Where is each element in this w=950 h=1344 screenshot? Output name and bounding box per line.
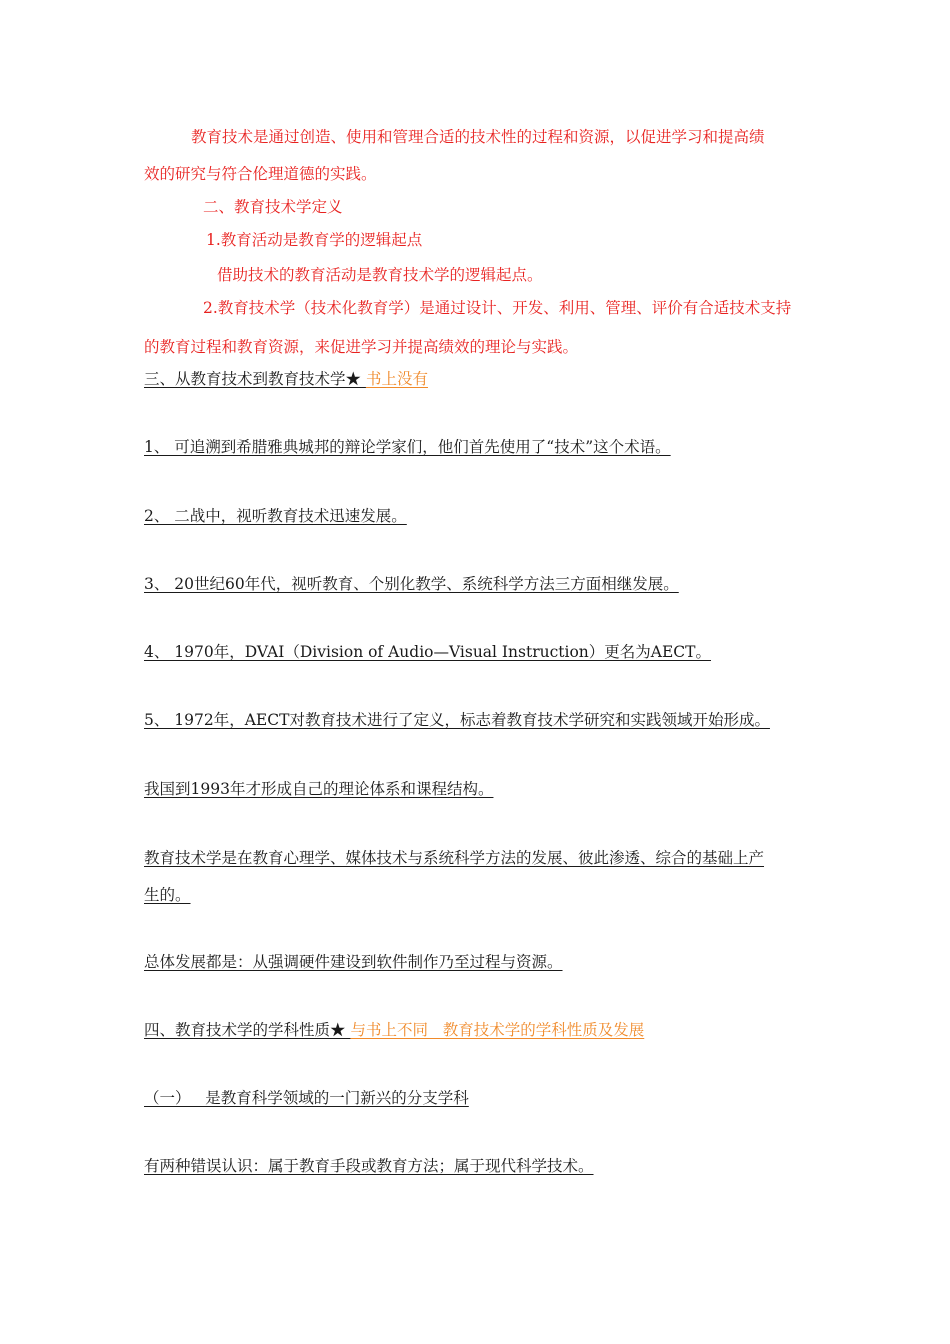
section-3-china: 我国到1993年才形成自己的理论体系和课程结构。 xyxy=(144,780,494,798)
section-3-origin-line-1: 教育技术学是在教育心理学、媒体技术与系统科学方法的发展、彼此渗透、综合的基础上产 xyxy=(144,849,765,867)
section-3-item-5: 5、 1972年，AECT对教育技术进行了定义，标志着教育技术学研究和实践领域开始形成。 xyxy=(144,711,770,729)
section-4-misconception: 有两种错误认识：属于教育手段或教育方法；属于现代科学技术。 xyxy=(144,1157,594,1175)
section-2-item-1-detail: 借助技术的教育活动是教育技术学的逻辑起点。 xyxy=(217,266,543,284)
section-4-note: 与书上不同 教育技术学的学科性质及发展 xyxy=(350,1021,645,1039)
section-3-item-2: 2、 二战中，视听教育技术迅速发展。 xyxy=(144,507,407,525)
section-3-trend: 总体发展都是：从强调硬件建设到软件制作乃至过程与资源。 xyxy=(144,953,563,971)
section-2-item-1: 1.教育活动是教育学的逻辑起点 xyxy=(206,231,423,249)
section-2-item-2-line-2: 的教育过程和教育资源，来促进学习并提高绩效的理论与实践。 xyxy=(144,338,579,356)
definition-line-1: 教育技术是通过创造、使用和管理合适的技术性的过程和资源，以促进学习和提高绩 xyxy=(191,128,765,146)
section-3-note: 书上没有 xyxy=(365,370,428,388)
definition-line-2: 效的研究与符合伦理道德的实践。 xyxy=(144,165,377,183)
section-4-sub-1: （一） 是教育科学领域的一门新兴的分支学科 xyxy=(144,1089,469,1107)
section-3-item-1: 1、 可追溯到希腊雅典城邦的辩论学家们，他们首先使用了“技术”这个术语。 xyxy=(144,438,671,456)
section-2-heading: 二、教育技术学定义 xyxy=(203,198,343,216)
section-2-item-2-line-1: 2.教育技术学（技术化教育学）是通过设计、开发、利用、管理、评价有合适技术支持 xyxy=(203,299,792,317)
section-3-item-4: 4、 1970年，DVAI（Division of Audio—Visual Instruction）更名为AECT。 xyxy=(144,643,711,661)
section-3-heading-row xyxy=(144,369,428,389)
section-3-heading: 三、从教育技术到教育技术学★ xyxy=(144,370,362,388)
section-4-heading-row xyxy=(144,1020,644,1040)
section-3-item-3: 3、 20世纪60年代，视听教育、个别化教学、系统科学方法三方面相继发展。 xyxy=(144,575,679,593)
section-4-heading: 四、教育技术学的学科性质★ xyxy=(144,1021,346,1039)
section-3-origin-line-2: 生的。 xyxy=(144,886,191,904)
